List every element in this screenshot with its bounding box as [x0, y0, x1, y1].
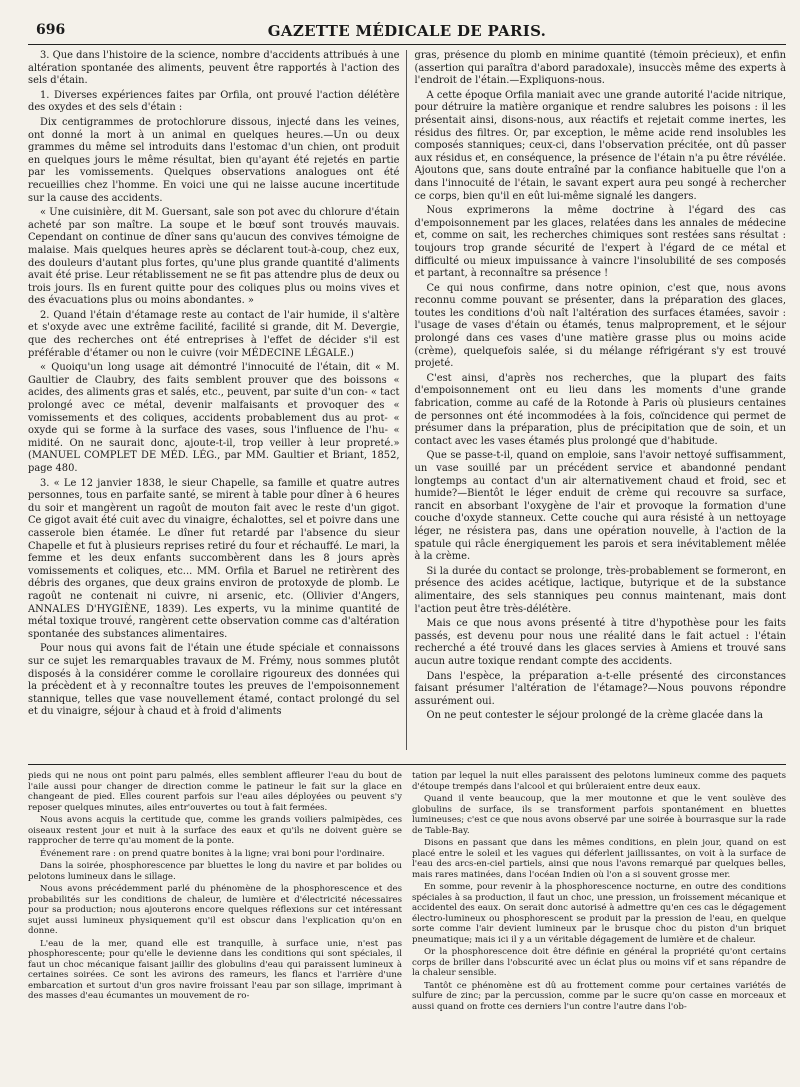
paragraph: En somme, pour revenir à la phosphorescence nocturne, en outre des conditions spéciales à sa production, il faut un choc, une pression, un froissement mécanique et accidentel des eaux. On serait donc autorisé à admettre qu'en ces cas le dégagement électro-lumineux ou phosphorescent se produit par la pression de l'eau, en quelque sorte comme l'air devient lumineux par le brusque choc du piston d'un briquet pneumatique; mais ici il y a un véritable dégagement de lumière et de chaleur. [412, 882, 786, 945]
paragraph: Événement rare : on prend quatre bonites à la ligne; vrai boni pour l'ordinaire. [40, 848, 385, 859]
page-header [28, 22, 786, 45]
paragraph: 1. Diverses expériences faites par Orfila, ont prouvé l'action délétère des oxydes et des sels d'étain : [28, 89, 400, 114]
paragraph: tation par lequel la nuit elles paraissent des pelotons lumineux comme des paquets d'étoupe trempés dans l'alcool et qui brûleraient entre deux eaux. [412, 771, 786, 792]
paragraph: Dans l'espèce, la préparation a-t-elle présenté des circonstances faisant présumer l'altération de l'étamage?—Nous pouvons répondre assurément oui. [414, 670, 786, 707]
paragraph: Si la durée du contact se prolonge, très-probablement se formeront, en présence des acides acétique, lactique, butyrique et de la substance alimentaire, des sels stanniques peu connus maintenant, mais dont l'action peut être très-délétère. [414, 565, 786, 615]
paragraph: 3. Que dans l'histoire de la science, nombre d'accidents attribués à une altération spontanée des aliments, peuvent être rapportés à l'action des sels d'étain. [28, 50, 400, 87]
feuilleton [28, 764, 786, 1087]
paragraph: 2. Quand l'étain d'étamage reste au contact de l'air humide, il s'altère et s'oxyde avec une extrême facilité, facilité si grande, dit M. Devergie, que des recherches ont été entreprises à l'effet de décider s'il est préférable d'étamer ou non le cuivre (voir MÉDECINE LÉGALE.) [28, 309, 400, 359]
paragraph: Ce qui nous confirme, dans notre opinion, c'est que, nous avons reconnu comme pouvant se présenter, dans la préparation des glaces, toutes les conditions d'où naît l'altération des surfaces étamées, savoir : l'usage de vases d'étain ou étamés, tenus malproprement, et le séjour prolongé dans ces vases d'une matière grasse plus ou moins acide (crème), quelquefois salée, si du mélange réfrigérant s'y est trouvé projeté. [414, 282, 786, 370]
paragraph: L'eau de la mer, quand elle est tranquille, à surface unie, n'est pas phosphorescente; pour qu'elle le devienne dans les conditions qui sont spéciales, il faut un choc mécanique faisant jaillir des globulins d'eau qui paraissent lumineux à certaines soirées. Ce sont les avirons des rameurs, les flancs et l'arrière d'une embarcation et surtout d'un gros navire froissant l'eau par son sillage, imprimant à des masses d'eau écumantes un mouvement de ro- [28, 938, 402, 1001]
paragraph: gras, présence du plomb en minime quantité (témoin précieux), et enfin (assertion qui paraîtra d'abord paradoxale), insuccès même des experts à l'endroit de l'étain.—Expliquons-nous. [414, 50, 786, 87]
feuilleton-column-right [412, 771, 786, 1087]
paragraph: Tantôt ce phénomène est dû au frottement comme pour certaines variétés de sulfure de zinc; par la percussion, comme par le sucre qu'on casse en morceaux et aussi quand on frotte ces derniers l'un contre l'autre dans l'ob- [412, 980, 786, 1012]
paragraph: pieds qui ne nous ont point paru palmés, elles semblent affleurer l'eau du bout de l'aile aussi pour changer de direction comme le patineur le fait sur la glace en changeant de pied. Elles courent parfois sur l'eau ailes déployées ou peuvent s'y reposer quelques minutes, ailes entr'ouvertes ou tout à fait fermées. [28, 771, 402, 813]
main-article [28, 50, 786, 750]
paragraph: 3. « Le 12 janvier 1838, le sieur Chapelle, sa famille et quatre autres personnes, tous en parfaite santé, se mirent à table pour dîner à 6 heures du soir et mangèrent un ragoût de mouton fait avec le reste d'un gigot. Ce gigot avait été cuit avec du vinaigre, échalottes, sel et poivre dans une casserole bien étamée. Le dîner fut retardé par l'absence du sieur Chapelle et fut à plusieurs reprises retiré du four et réchauffé. Le mari, la femme et les deux enfants succombèrent dans les 8 jours après vomissements et coliques, etc... MM. Orfila et Baruel ne retirèrent des débris des organes, que deux grains environ de protoxyde de plomb. Le ragoût ne contenait ni cuivre, ni arsenic, etc. (Ollivier d'Angers, ANNALES D'HYGIÈNE, 1839). Les experts, vu la minime quantité de métal toxique trouvé, rangèrent cette observation comme cas d'altération spontanée des substances alimentaires. [28, 477, 400, 640]
paragraph: On ne peut contester le séjour prolongé de la crème glacée dans la [426, 710, 763, 722]
paragraph: « Quoiqu'un long usage ait démontré l'innocuité de l'étain, dit « M. Gaultier de Claubry, des faits semblent prouver que des boissons « acides, des aliments gras et salés, etc., peuvent, par suite d'un con- « tact prolongé avec ce métal, devenir malfaisants et provoquer des « vomissements et des coliques, accidents probablement dus au prot- « oxyde qui se forme à la surface des vases, sous l'influence de l'hu- « midité. On ne saurait donc, ajoute-t-il, trop veiller à leur propreté.» (MANUEL COMPLET DE MÉD. LÉG., par MM. Gaultier et Briant, 1852, page 480. [28, 362, 400, 474]
paragraph: « Une cuisinière, dit M. Guersant, sale son pot avec du chlorure d'étain acheté par son maître. La soupe et le bœuf sont trouvés mauvais. Cependant on continue de dîner sans qu'aucun des convives témoigne de malaise. Mais quelques heures après se déclarent tout-à-coup, chez eux, des douleurs d'autant plus fortes, qu'une plus grande quantité d'aliments avait été prise. Leur rétablissement ne se fit pas attendre plus de deux ou trois jours. Ils en furent quitte pour des coliques plus ou moins vives et des évacuations plus ou moins abondantes. » [28, 207, 400, 307]
feuilleton-column-left [28, 771, 402, 1087]
page-number: 696 [36, 22, 66, 38]
paragraph: Quand il vente beaucoup, que la mer moutonne et que le vent soulève des globulins de surface, ils se transforment parfois spontanément en bluettes lumineuses; c'est ce que nous avons observé par une soirée à bourrasque sur la rade de Table-Bay. [412, 794, 786, 836]
paragraph: A cette époque Orfila maniait avec une grande autorité l'acide nitrique, pour détruire la matière organique et rendre salubres les poisons : il les présentait ainsi, disons-nous, aux réactifs et rejetait comme inertes, les résidus des filtres. Or, par exception, le même acide rend insolubles les composés stanniques; ceux-ci, dans l'observation précitée, ont dû passer aux résidus et, en conséquence, la présence de l'étain n'a pu être révélée. Ajoutons que, sans doute entraîné par la confiance habituelle que l'on a dans l'innocuité de l'étain, le savant expert aura peu songé à rechercher ce corps, bien qu'il en eût lui-même signalé les dangers. [414, 89, 786, 202]
paragraph: Dix centigrammes de protochlorure dissous, injecté dans les veines, ont donné la mort à un animal en quelques heures.—Un ou deux grammes du même sel introduits dans l'estomac d'un chien, ont produit en quelques jours le même résultat, bien qu'ayant été rejetés en partie par les vomissements. Quelques observations analogues ont été recueillies chez l'homme. En voici une qui ne laisse aucune incertitude sur la cause des accidents. [28, 116, 400, 204]
journal-title: GAZETTE MÉDICALE DE PARIS. [267, 22, 547, 40]
paragraph: Mais ce que nous avons présenté à titre d'hypothèse pour les faits passés, est devenu pour nous une réalité dans le fait actuel : l'étain recherché a été trouvé dans les glaces servies à Amiens et trouvé sans aucun autre toxique rendant compte des accidents. [414, 618, 786, 667]
main-column-left [28, 50, 407, 750]
paragraph: Pour nous qui avons fait de l'étain une étude spéciale et connaissons sur ce sujet les remarquables travaux de M. Frémy, nous sommes plutôt disposés à la considérer comme le corollaire rigoureux des données qui la précèdent et à y reconnaître toutes les preuves de l'empoisonnement stannique, telles que vase nouvellement étamé, contact prolongé du sel et du vinaigre, séjour à chaud et à froid d'aliments [28, 643, 400, 718]
paragraph: Or la phosphorescence doit être définie en général la propriété qu'ont certains corps de briller dans l'obscurité avec un éclat plus ou moins vif et sans répandre de la chaleur sensible. [412, 947, 786, 978]
paragraph: Nous exprimerons la même doctrine à l'égard des cas d'empoisonnement par les glaces, relatées dans les annales de médecine et, comme on sait, les recherches chimiques sont restées sans résultat : toujours trop grande sécurité de l'expert à l'égard de ce métal et difficulté ou mieux impuissance à vaincre l'insolubilité de ses composés et partant, à reconnaître sa présence ! [414, 205, 786, 280]
paragraph: Que se passe-t-il, quand on emploie, sans l'avoir nettoyé suffisamment, un vase souillé par un précédent service et abandonné pendant longtemps au contact d'un air alternativement chaud et froid, sec et humide?—Bientôt le léger enduit de crème qui recouvre sa surface, rancit en absorbant l'oxygène de l'air et provoque la formation d'une couche d'oxyde stanneux. Cette couche qui aura résisté à un nettoyage léger, ne résistera pas, dans une opération nouvelle, à l'action de la spatule qui râcle énergiquement les parois et sera inévitablement mêlée à la crème. [414, 450, 786, 563]
paragraph: Dans la soirée, phosphorescence par bluettes le long du navire et par bolides ou pelotons lumineux dans le sillage. [28, 861, 402, 882]
paragraph: C'est ainsi, d'après nos recherches, que la plupart des faits d'empoisonnement ont eu lieu dans les moments d'une grande fabrication, comme au café de la Rotonde à Paris où plusieurs centaines de personnes ont été incommodées à la fois, coïncidence qui permet de présumer dans la préparation, plus de précipitation que de soin, et un contact avec les vases étamés plus prolongé que d'habitude. [414, 372, 786, 447]
paragraph: Disons en passant que dans les mêmes conditions, en plein jour, quand on est placé entre le soleil et les vagues qui déferlent jaillissantes, on voit à la surface de l'eau des arcs-en-ciel partiels, ainsi que nous l'avons remarqué par quelques belles, mais rares matinées, dans l'océan Indien où l'on a si souvent grosse mer. [412, 838, 786, 880]
main-column-right [415, 50, 787, 750]
paragraph: Nous avons précédemment parlé du phénomène de la phosphorescence et des probabilités sur les conditions de chaleur, de lumière et d'électricité nécessaires pour sa production; nous ajouterons encore quelques réflexions sur cet intéressant sujet aussi lumineux physiquement qu'il est obscur dans l'explication qu'on en donne. [28, 884, 402, 936]
paragraph: Nous avons acquis la certitude que, comme les grands voiliers palmipèdes, ces oiseaux restent jour et nuit à la surface des eaux et qu'ils ne doivent guère se rapprocher de terre qu'au moment de la ponte. [28, 815, 402, 846]
